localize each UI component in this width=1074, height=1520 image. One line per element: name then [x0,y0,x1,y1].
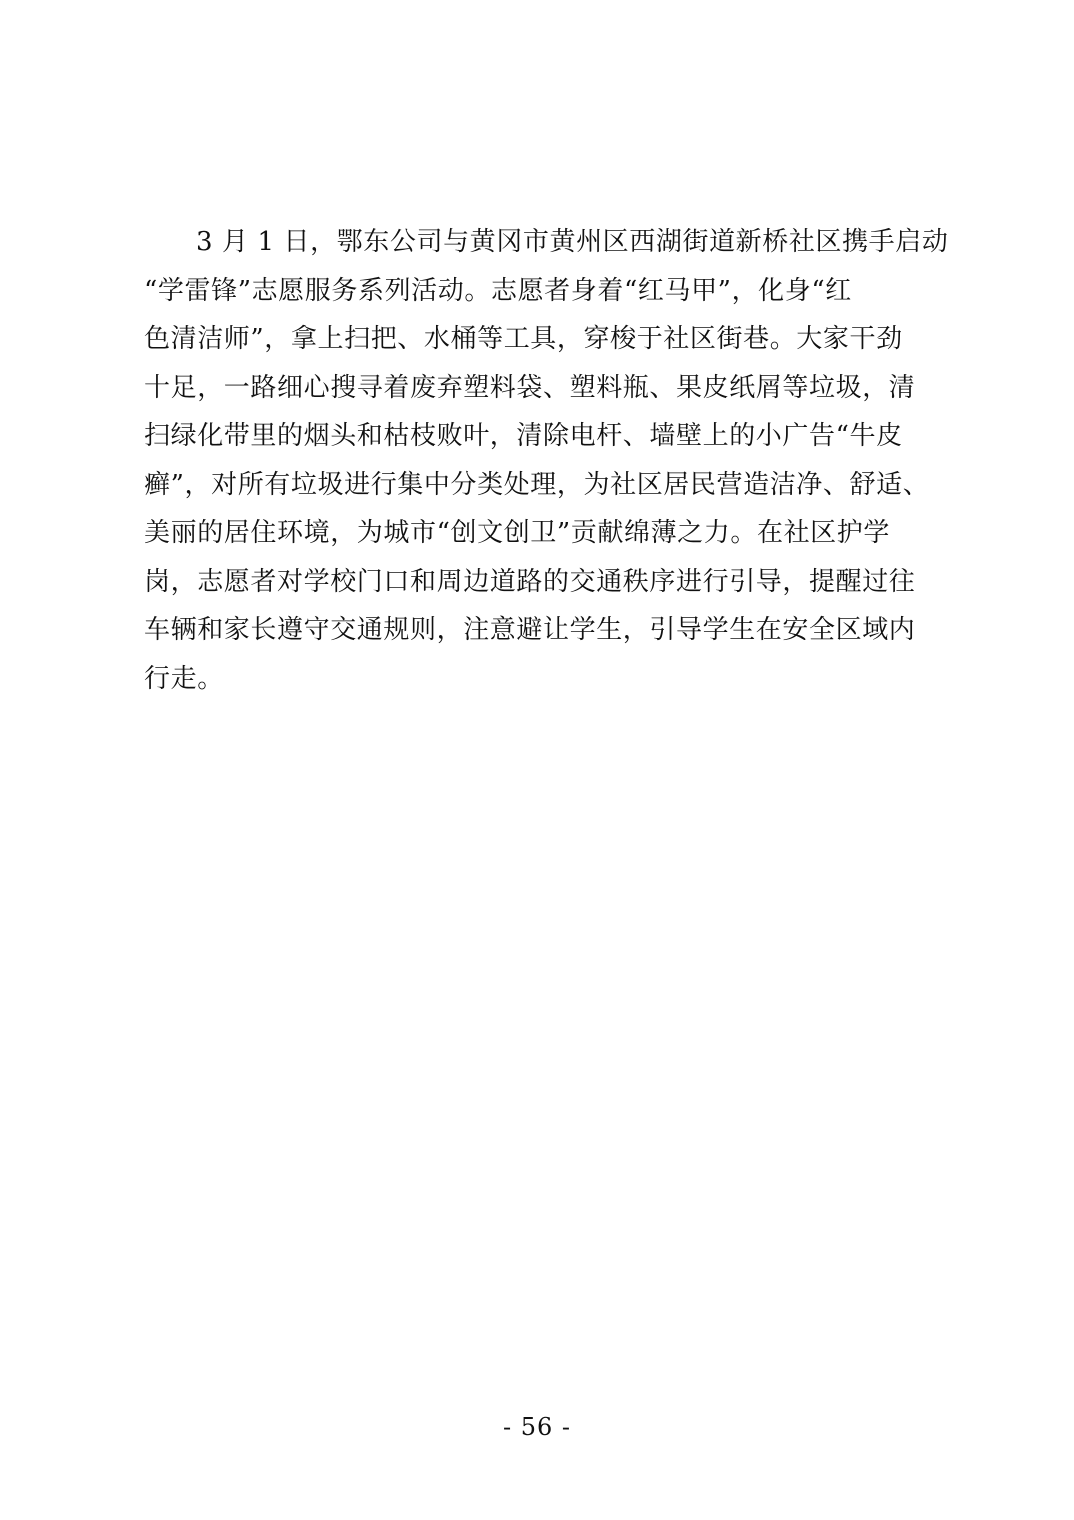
paragraph-line: 3 月 1 日，鄂东公司与黄冈市黄州区西湖街道新桥社区携手启动 [196,227,949,257]
paragraph-line: 岗，志愿者对学校门口和周边道路的交通秩序进行引导，提醒过往 [144,566,916,597]
paragraph-line: 行走。 [144,663,224,694]
paragraph-line: 车辆和家长遵守交通规则，注意避让学生，引导学生在安全区域内 [144,615,916,645]
paragraph-line: 扫绿化带里的烟头和枯枝败叶，清除电杆、墙壁上的小广告“牛皮 [144,421,903,451]
paragraph-line: 美丽的居住环境，为城市“创文创卫”贡献绵薄之力。在社区护学 [144,518,890,548]
body-paragraph [144,218,949,703]
page-number: - 56 - [502,1413,571,1441]
paragraph-line: “学雷锋”志愿服务系列活动。志愿者身着“红马甲”，化身“红 [144,275,852,306]
paragraph-line: 癣”，对所有垃圾进行集中分类处理，为社区居民营造洁净、舒适、 [144,469,930,500]
paragraph-line: 十足，一路细心搜寻着废弃塑料袋、塑料瓶、果皮纸屑等垃圾，清 [144,372,916,403]
paragraph-line: 色清洁师”，拿上扫把、水桶等工具，穿梭于社区街巷。大家干劲 [144,324,903,354]
